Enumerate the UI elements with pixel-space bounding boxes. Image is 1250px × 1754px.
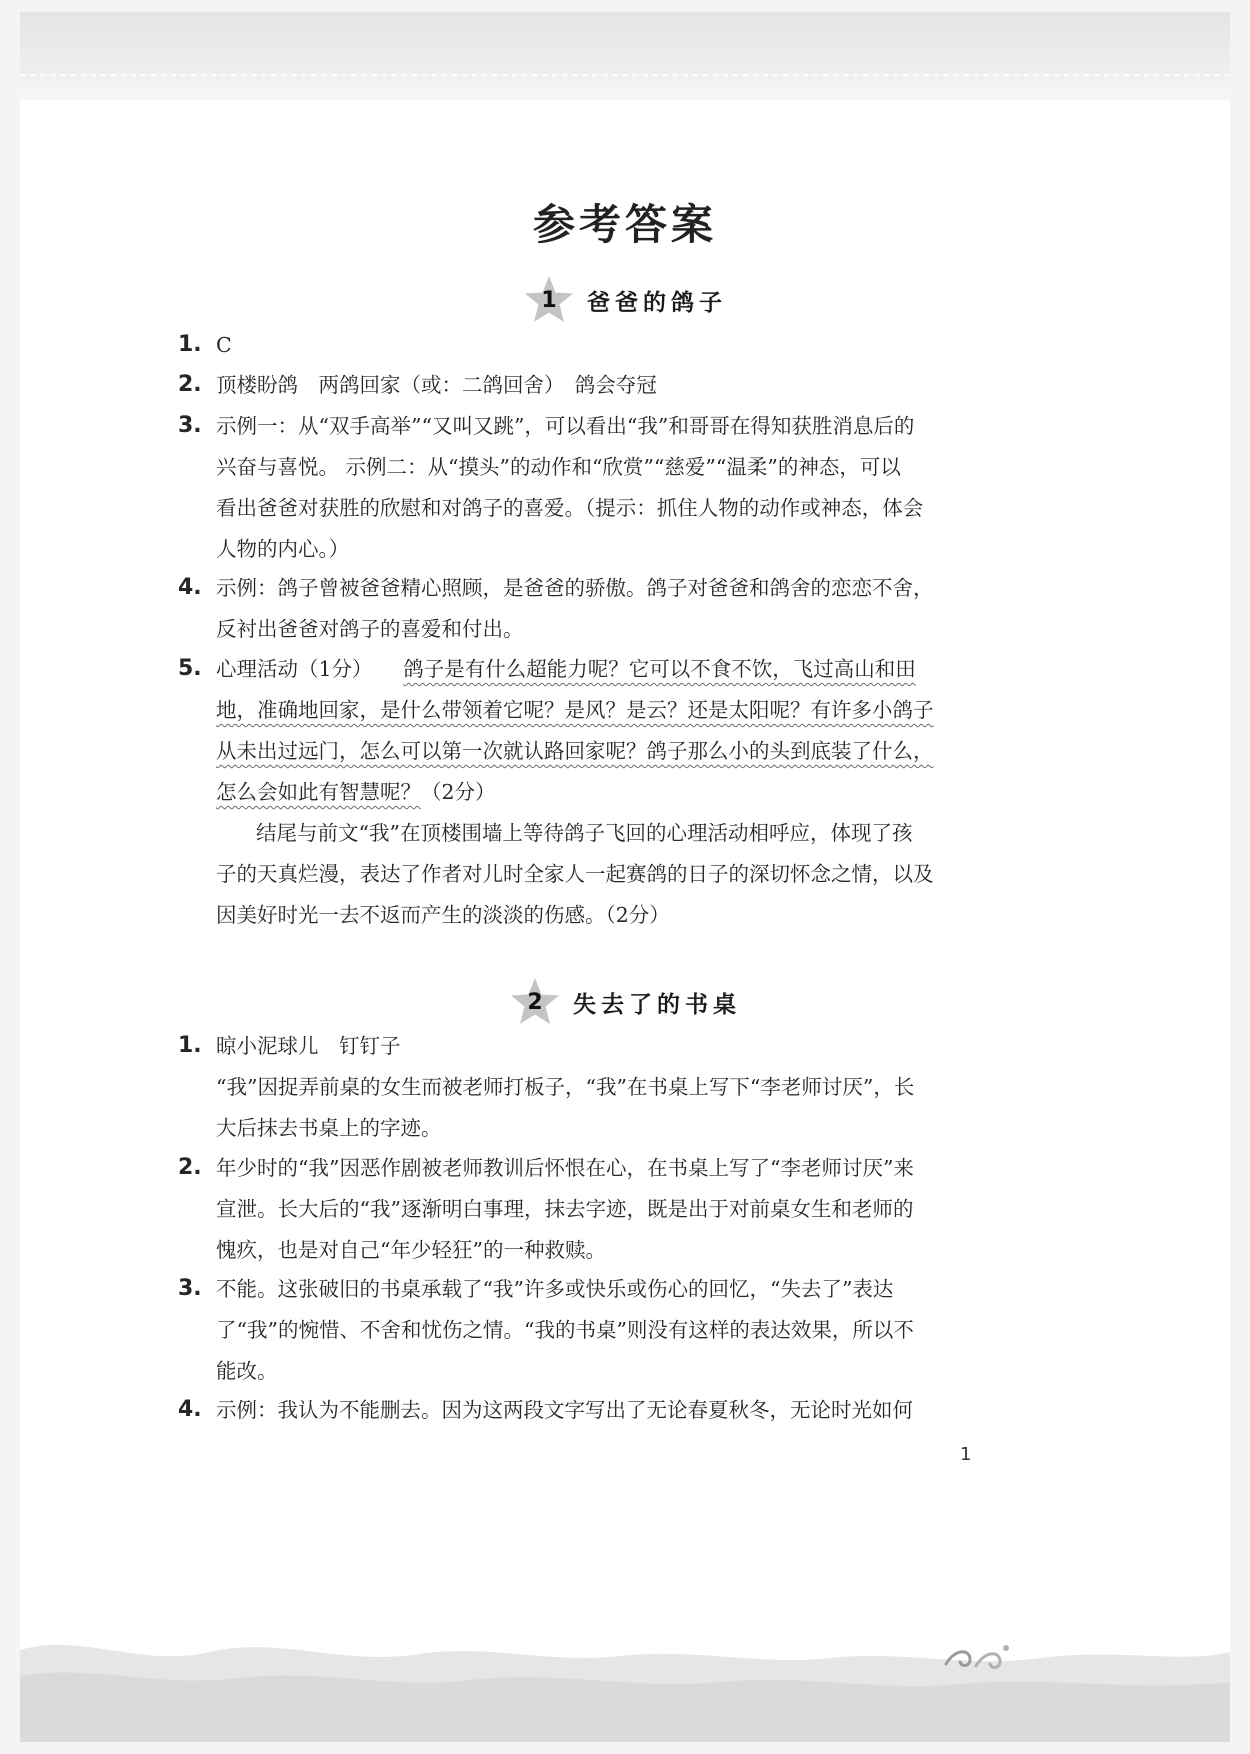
answer-line: “我”因捉弄前桌的女生而被老师打板子，“我”在书桌上写下“李老师讨厌”，长 <box>216 1075 915 1099</box>
header-dashed-line <box>20 74 1230 76</box>
answer-line: 兴奋与喜悦。 示例二：从“摸头”的动作和“欣赏”“慈爱”“温柔”的神态，可以 <box>216 455 901 479</box>
answer-line: 了“我”的惋惜、不舍和忧伤之情。“我的书桌”则没有这样的表达效果，所以不 <box>216 1318 914 1342</box>
page-number: 1 <box>960 1444 972 1465</box>
section-number: 1 <box>541 288 557 313</box>
header-band <box>20 12 1230 100</box>
item-number: 3. <box>178 1276 202 1301</box>
section-heading-2 <box>20 974 1230 1030</box>
star-icon <box>523 274 575 326</box>
section-title: 爸爸的鸽子 <box>587 289 727 316</box>
answer-line: 愧疚，也是对自己“年少轻狂”的一种救赎。 <box>216 1238 606 1262</box>
answer-item <box>178 325 998 365</box>
answer-item <box>178 1026 998 1150</box>
page-title: 参考答案 <box>532 200 717 249</box>
section-title: 失去了的书桌 <box>573 991 741 1018</box>
answer-line: 大后抹去书桌上的字迹。 <box>216 1116 442 1140</box>
answer-line: 宣泄。长大后的“我”逐渐明白事理，抹去字迹，既是出于对前桌女生和老师的 <box>216 1197 914 1221</box>
answer-line: C <box>216 333 232 357</box>
wavy-underlined-text: 怎么会如此有智慧呢？ <box>216 780 421 804</box>
star-icon <box>509 976 561 1028</box>
answer-item <box>178 1269 998 1393</box>
item-number: 1. <box>178 1033 202 1058</box>
item-number: 2. <box>178 372 202 397</box>
answer-line: 人物的内心。） <box>216 537 350 561</box>
wavy-underlined-text: 从未出过远门，怎么可以第一次就认路回家呢？鸽子那么小的头到底装了什么， <box>216 739 934 763</box>
answer-line: 示例一：从“双手高举”“又叫又跳”，可以看出“我”和哥哥在得知获胜消息后的 <box>216 414 915 438</box>
section-heading-1 <box>20 272 1230 328</box>
answer-line: 晾小泥球儿 钉钉子 <box>216 1034 401 1058</box>
item-number: 4. <box>178 1397 202 1422</box>
answer-line: 看出爸爸对获胜的欣慰和对鸽子的喜爱。（提示：抓住人物的动作或神态，体会 <box>216 496 924 520</box>
answer-line: 顶楼盼鸽 两鸽回家（或：二鸽回舍） 鸽会夺冠 <box>216 373 657 397</box>
item-number: 5. <box>178 656 202 681</box>
answer-item <box>178 568 998 650</box>
wavy-underlined-text: 地，准确地回家，是什么带领着它呢？是风？是云？还是太阳呢？有许多小鸽子 <box>216 698 934 722</box>
answer-line: 子的天真烂漫，表达了作者对儿时全家人一起赛鸽的日子的深切怀念之情，以及 <box>216 862 934 886</box>
answer-line <box>216 649 916 689</box>
answer-line: 不能。这张破旧的书桌承载了“我”许多或快乐或伤心的回忆，“失去了”表达 <box>216 1277 894 1301</box>
answer-item <box>178 1390 998 1430</box>
section-number: 2 <box>527 990 543 1015</box>
answer-label: 心理活动（1分） <box>216 657 363 681</box>
item-number: 1. <box>178 332 202 357</box>
document-page <box>20 12 1230 1742</box>
wavy-underlined-text: 鸽子是有什么超能力呢？它可以不食不饮，飞过高山和田 <box>403 657 916 681</box>
answer-line: 能改。 <box>216 1359 278 1383</box>
answer-item <box>178 406 998 570</box>
answer-line <box>216 772 496 812</box>
item-number: 3. <box>178 413 202 438</box>
answer-item <box>178 1148 998 1272</box>
answer-line: 反衬出爸爸对鸽子的喜爱和付出。 <box>216 617 524 641</box>
answer-line: 结尾与前文“我”在顶楼围墙上等待鸽子飞回的心理活动相呼应，体现了孩 <box>256 821 913 845</box>
item-number: 2. <box>178 1155 202 1180</box>
answer-line: 示例：我认为不能删去。因为这两段文字写出了无论春夏秋冬，无论时光如何 <box>216 1398 913 1422</box>
swirl-logo-icon <box>940 1640 1010 1678</box>
answer-line: 年少时的“我”因恶作剧被老师教训后怀恨在心，在书桌上写了“李老师讨厌”来 <box>216 1156 914 1180</box>
answer-line: 因美好时光一去不返而产生的淡淡的伤感。（2分） <box>216 903 670 927</box>
answer-line: 示例：鸽子曾被爸爸精心照顾，是爸爸的骄傲。鸽子对爸爸和鸽舍的恋恋不舍， <box>216 576 934 600</box>
footer-wave <box>20 1592 1230 1742</box>
score-note: （2分） <box>421 780 496 804</box>
item-number: 4. <box>178 575 202 600</box>
answer-item <box>178 649 998 939</box>
answer-item <box>178 365 998 405</box>
